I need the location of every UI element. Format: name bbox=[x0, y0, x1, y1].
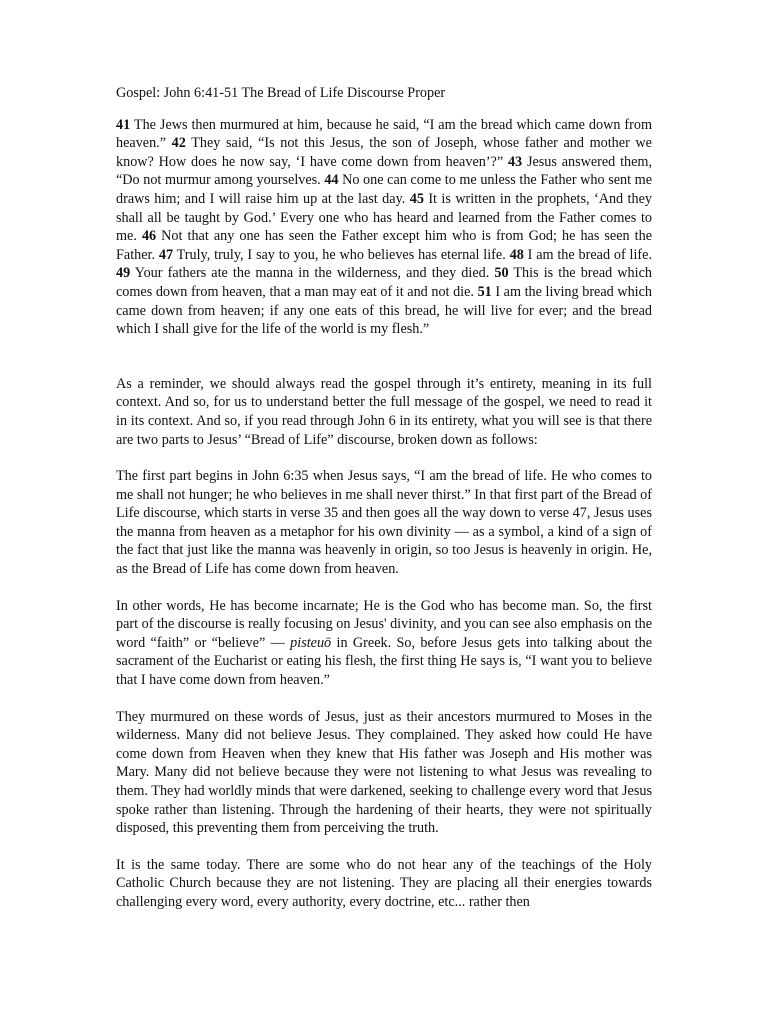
verse-number-44: 44 bbox=[324, 172, 339, 189]
verse-text-47: Truly, truly, I say to you, he who believes has eternal life. bbox=[173, 246, 510, 263]
verse-number-46: 46 bbox=[141, 228, 157, 245]
verse-text-48: I am the bread of life. bbox=[523, 246, 653, 263]
verse-text-51: I am the living bread which came down from heaven; if any one eats of this bread, he will live for ever; and the bread which I shall give for the life of the world is my flesh.” bbox=[116, 283, 652, 338]
verse-number-43: 43 bbox=[507, 153, 523, 170]
verse-text-43: Jesus answered them, “Do not murmur among yourselves. bbox=[116, 153, 652, 189]
verse-number-48: 48 bbox=[509, 246, 524, 263]
paragraph-reminder: As a reminder, we should always read the gospel through it’s entirety, meaning in its full context. And so, for us to understand better the full message of the gospel, we need to read it in its context. And so, if you read through John 6 in its entirety, what you will see is that there are two parts to Jesus’ “Bread of Life” discourse, broken down as follows: bbox=[116, 375, 652, 448]
verse-number-50: 50 bbox=[494, 265, 509, 282]
paragraph-incarnate-end: in Greek. So, before Jesus gets into talking about the sacrament of the Eucharist or eating his flesh, the first thing He says is, “I want you to believe that I have come down from heaven.” bbox=[116, 634, 652, 689]
verse-text-49: Your fathers ate the manna in the wilderness, and they died. bbox=[130, 265, 495, 282]
verse-number-41: 41 bbox=[116, 116, 131, 133]
document-title: Gospel: John 6:41-51 The Bread of Life Discourse Proper bbox=[116, 85, 446, 101]
paragraph-incarnate bbox=[116, 597, 652, 690]
verse-text-50: This is the bread which comes down from heaven, that a man may eat of it and not die. bbox=[116, 265, 652, 300]
verse-number-51: 51 bbox=[477, 283, 492, 300]
verse-text-41: The Jews then murmured at him, because he said, “I am the bread which came down from heaven.” bbox=[116, 116, 652, 152]
scripture-passage bbox=[116, 116, 652, 339]
document-page bbox=[116, 84, 652, 930]
verse-number-47: 47 bbox=[158, 246, 174, 263]
paragraph-same-today: It is the same today. There are some who do not hear any of the teachings of the Holy Catholic Church because they are not listening. They are placing all their energies towards challenging every word, every authority, every doctrine, etc... rather then bbox=[116, 856, 652, 910]
verse-text-42: They said, “Is not this Jesus, the son of Joseph, whose father and mother we know? How does he now say, ‘I have come down from heaven’?” bbox=[116, 135, 652, 170]
verse-text-44: No one can come to me unless the Father who sent me draws him; and I will raise him up at the last day. bbox=[116, 172, 652, 207]
greek-word: pisteuō bbox=[290, 634, 332, 651]
verse-text-45: It is written in the prophets, ‘And they shall all be taught by God.’ Every one who has heard and learned from the Father comes to me. bbox=[116, 190, 652, 245]
paragraph-first-part: The first part begins in John 6:35 when Jesus says, “I am the bread of life. He who comes to me shall not hunger; he who believes in me shall never thirst.” In that first part of the Bread of Life discourse, which starts in verse 35 and then goes all the way down to verse 47, Jesus uses the manna from heaven as a metaphor for his own divinity — as a symbol, a kind of a sign of the fact that just like the manna was heavenly in origin, so too Jesus is heavenly in origin. He, as the Bread of Life has come down from heaven. bbox=[116, 468, 652, 578]
verse-number-49: 49 bbox=[116, 265, 131, 282]
verse-number-42: 42 bbox=[171, 135, 186, 152]
paragraph-murmured: They murmured on these words of Jesus, just as their ancestors murmured to Moses in the wilderness. Many did not believe Jesus. They complained. They asked how could He have come down from Heaven when they knew that His father was Joseph and His mother was Mary. Many did not believe because they were not listening to what Jesus was revealing to them. They had worldly minds that were darkened, seeking to challenge every word that Jesus spoke rather than listening. Through the hardening of their hearts, they were not spiritually disposed, this preventing them from perceiving the truth. bbox=[116, 708, 652, 837]
verse-number-45: 45 bbox=[409, 190, 424, 207]
verse-text-46: Not that any one has seen the Father except him who is from God; he has seen the Father. bbox=[116, 228, 652, 263]
paragraph-incarnate-start: In other words, He has become incarnate; He is the God who has become man. So, the first part of the discourse is really focusing on Jesus' divinity, and you can see also emphasis on the word “faith” or “believe” — bbox=[116, 597, 652, 651]
